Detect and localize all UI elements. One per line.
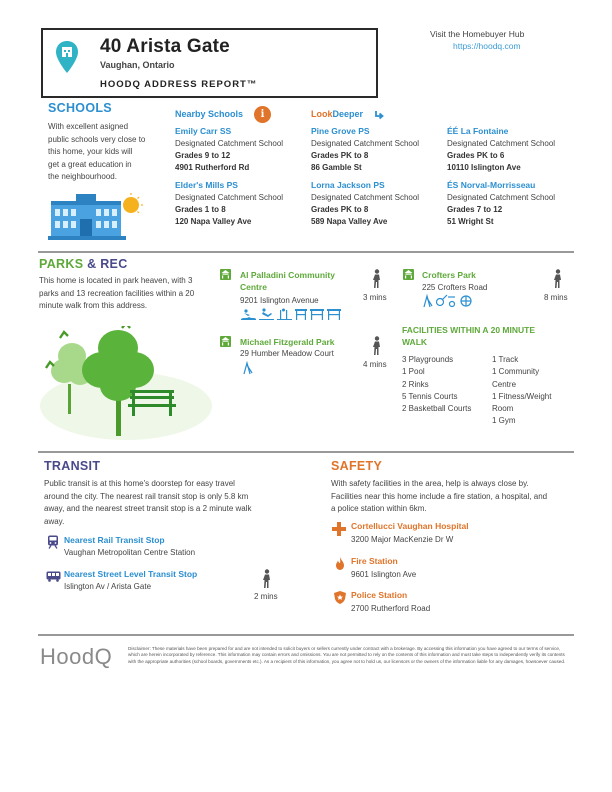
disclaimer-text: Disclaimer: These materials have been prepared for and are not intended to solicit buyers or sellers currently under contract with a brokerage. By accessing this information you have agreed to our terms of service, which are herein incorporated by reference. This information may contain errors and omissions. You are not permitted to rely on the contents of this information and must take steps to independently verify its contents with the appropriate authorities (school boards, governments etc.). As a recipient of this information, you agree not to hold us, our licensors or the owners of the information liable for any damages, howsoever caused. <box>128 646 566 664</box>
school-card[interactable] <box>175 126 310 172</box>
arrow-down-right-icon <box>374 110 384 120</box>
safety-title: SAFETY <box>331 459 383 473</box>
park-name: Michael Fitzgerald Park <box>240 337 335 347</box>
transit-intro: Public transit is at this home's doorstep for easy travel around the city. The nearest rail transit stop is only 5.8 km away, and the nearest street transit stop is a 2 minute walk away. <box>44 479 252 526</box>
police-station-name[interactable]: Police Station <box>351 590 408 600</box>
fire-icon <box>335 557 345 570</box>
nearby-schools-heading: Nearby Schools <box>175 109 244 119</box>
section-divider <box>38 634 574 636</box>
facilities-heading: FACILITIES WITHIN A 20 MINUTE WALK <box>402 325 536 347</box>
train-icon <box>47 535 59 549</box>
park-address: 9201 Islington Avenue <box>240 296 319 305</box>
safety-intro: With safety facilities in the area, help is always close by. Facilities near this home include a fire station, a hospital, and a police station within 6km. <box>331 479 548 513</box>
park-address: 29 Humber Meadow Court <box>240 349 334 358</box>
park-marker-icon <box>220 269 231 280</box>
parks-intro: This home is located in park heaven, with 3 parks and 13 recreation facilities within a 20 minute walk from this address. <box>39 276 195 310</box>
school-card[interactable] <box>175 180 310 226</box>
school-name: Lorna Jackson PS <box>311 180 385 190</box>
school-type: Designated Catchment School <box>311 193 420 202</box>
park-facility-icons <box>240 307 346 321</box>
school-grades: Grades PK to 8 <box>311 151 369 160</box>
fire-station-name[interactable]: Fire Station <box>351 556 398 566</box>
school-name: ÉS Norval-Morrisseau <box>447 180 536 190</box>
rail-stop-value: Vaughan Metropolitan Centre Station <box>64 548 196 557</box>
section-divider <box>38 251 574 253</box>
police-badge-icon <box>334 591 346 604</box>
school-name: Emily Carr SS <box>175 126 232 136</box>
school-type: Designated Catchment School <box>447 193 556 202</box>
info-icon[interactable]: i <box>254 106 271 123</box>
park-name: Al Palladini Community <box>240 270 335 280</box>
street-stop-label[interactable]: Nearest Street Level Transit Stop <box>64 569 198 579</box>
address-city: Vaughan, Ontario <box>100 60 175 70</box>
schools-intro: With excellent asigned public schools very close to this home, your kids will get a great education in the neighbourhood. <box>48 122 146 181</box>
school-grades: Grades 7 to 12 <box>447 205 503 214</box>
park-marker-icon <box>403 269 414 280</box>
hoodq-logo: HoodQ <box>40 644 113 669</box>
walk-minutes: 2 mins <box>254 592 278 601</box>
park-card[interactable] <box>422 269 532 292</box>
school-grades: Grades 9 to 12 <box>175 151 231 160</box>
facilities-list-col1: 3 Playgrounds 1 Pool 2 Rinks 5 Tennis Courts 2 Basketball Courts <box>402 355 472 414</box>
facilities-list-col2: 1 Track 1 Community Centre 1 Fitness/Weight Room 1 Gym <box>492 355 552 426</box>
school-type: Designated Catchment School <box>447 139 556 148</box>
school-address: 120 Napa Valley Ave <box>175 217 252 226</box>
rail-stop-label[interactable]: Nearest Rail Transit Stop <box>64 535 165 545</box>
school-name: Pine Grove PS <box>311 126 370 136</box>
school-type: Designated Catchment School <box>311 139 420 148</box>
school-grades: Grades 1 to 8 <box>175 205 226 214</box>
walk-minutes: 8 mins <box>544 293 568 302</box>
school-grades: Grades PK to 6 <box>447 151 505 160</box>
fire-station-address: 9601 Islington Ave <box>351 570 417 579</box>
walking-icon <box>260 569 274 589</box>
look-deeper-heading[interactable]: LookDeeper <box>311 109 364 119</box>
school-card[interactable] <box>311 126 446 172</box>
report-title: HOODQ ADDRESS REPORT™ <box>100 79 258 90</box>
street-stop-value: Islington Av / Arista Gate <box>64 582 152 591</box>
hospital-name[interactable]: Cortellucci Vaughan Hospital <box>351 521 469 531</box>
park-marker-icon <box>220 336 231 347</box>
school-card[interactable] <box>311 180 446 226</box>
school-address: 51 Wright St <box>447 217 494 226</box>
walking-icon <box>370 336 384 356</box>
bus-icon <box>46 571 61 582</box>
park-card[interactable] <box>240 336 365 358</box>
schools-title: SCHOOLS <box>48 101 112 115</box>
school-name: Elder's Mills PS <box>175 180 238 190</box>
hub-link[interactable]: https://hoodq.com <box>453 41 521 51</box>
school-address: 10110 Islington Ave <box>447 163 521 172</box>
parks-title: PARKS & REC <box>39 257 128 271</box>
park-card[interactable] <box>240 269 360 305</box>
hospital-cross-icon <box>332 522 346 536</box>
school-grades: Grades PK to 8 <box>311 205 369 214</box>
walking-icon <box>370 269 384 289</box>
school-address: 589 Napa Valley Ave <box>311 217 388 226</box>
park-facility-icons <box>422 294 474 308</box>
school-type: Designated Catchment School <box>175 139 284 148</box>
school-card[interactable] <box>447 180 582 226</box>
hub-label: Visit the Homebuyer Hub <box>430 29 525 39</box>
section-divider <box>38 451 574 453</box>
park-trees-illustration <box>38 326 218 444</box>
walk-minutes: 4 mins <box>363 360 387 369</box>
park-name: Crofters Park <box>422 270 476 280</box>
park-name-cont: Centre <box>240 282 267 292</box>
school-building-icon <box>48 191 152 241</box>
school-address: 4901 Rutherford Rd <box>175 163 250 172</box>
hospital-address: 3200 Major MacKenzie Dr W <box>351 535 454 544</box>
slide-icon <box>242 361 254 375</box>
walking-icon <box>551 269 565 289</box>
footer-watermark <box>185 733 188 740</box>
school-card[interactable] <box>447 126 582 172</box>
park-address: 225 Crofters Road <box>422 283 488 292</box>
location-pin-icon <box>55 40 79 74</box>
school-type: Designated Catchment School <box>175 193 284 202</box>
police-station-address: 2700 Rutherford Road <box>351 604 431 613</box>
school-address: 86 Gamble St <box>311 163 362 172</box>
walk-minutes: 3 mins <box>363 293 387 302</box>
transit-title: TRANSIT <box>44 459 101 473</box>
address-title: 40 Arista Gate <box>100 36 230 57</box>
school-name: ÉÉ La Fontaine <box>447 126 509 136</box>
